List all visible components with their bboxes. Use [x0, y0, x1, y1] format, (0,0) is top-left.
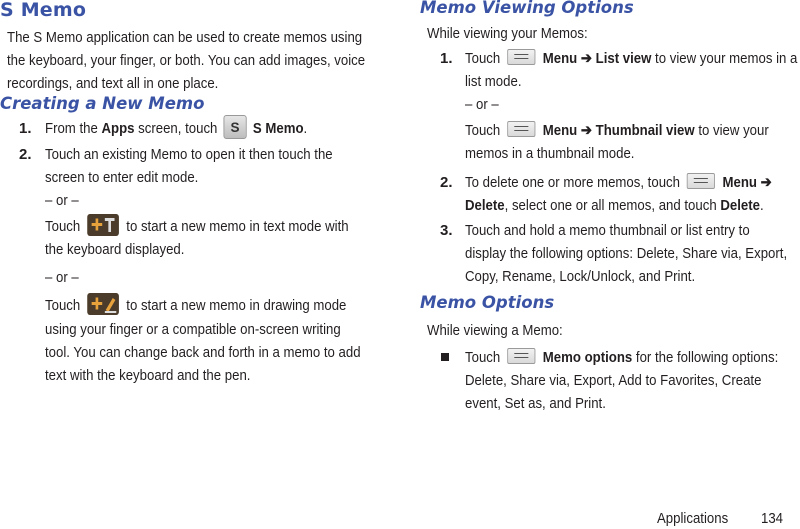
list-view-line: Touch Menu ➔ List view to view your memos in a: [465, 50, 798, 67]
intro-line: recordings, and text all in one place.: [7, 75, 219, 92]
footer-section: Applications: [657, 510, 729, 527]
hold-line: Copy, Rename, Lock/Unlock, and Print.: [465, 268, 696, 285]
drawing-mode-line: Touch to start a new memo in drawing mode: [45, 294, 346, 317]
step-number: 1.: [19, 120, 32, 137]
menu-icon: [507, 49, 535, 65]
memo-options-line: Touch Memo options for the following options:: [465, 349, 779, 366]
list-view-line: list mode.: [465, 73, 522, 90]
or-separator: – or –: [45, 269, 79, 286]
step-number: 2.: [19, 146, 32, 163]
or-separator: – or –: [465, 96, 499, 113]
text-mode-line: Touch to start a new memo in text mode with: [45, 215, 349, 238]
text-mode-icon: [87, 214, 119, 236]
hold-line: Touch and hold a memo thumbnail or list entry to: [465, 222, 750, 239]
viewing-intro: While viewing your Memos:: [427, 25, 588, 42]
step-number: 1.: [440, 50, 453, 67]
thumbnail-view-line: Touch Menu ➔ Thumbnail view to view your: [465, 122, 769, 139]
step-number: 3.: [440, 222, 453, 239]
step-number: 2.: [440, 174, 453, 191]
intro-line: The S Memo application can be used to create memos using: [7, 29, 363, 46]
intro-line: the keyboard, your finger, or both. You can add images, voice: [7, 52, 366, 69]
menu-icon: [687, 173, 715, 189]
thumbnail-view-line: memos in a thumbnail mode.: [465, 145, 635, 162]
drawing-mode-line: text with the keyboard and the pen.: [45, 367, 251, 384]
page-number: 134: [761, 510, 784, 527]
or-separator: – or –: [45, 192, 79, 209]
memo-options-line: event, Set as, and Print.: [465, 395, 606, 412]
step-2-line: Touch an existing Memo to open it then touch the: [45, 146, 333, 163]
drawing-mode-line: using your finger or a compatible on-screen writing: [45, 321, 341, 338]
step-2-line: screen to enter edit mode.: [45, 169, 199, 186]
section-heading-viewing: Memo Viewing Options: [420, 0, 634, 17]
options-intro: While viewing a Memo:: [427, 322, 563, 339]
section-heading-options: Memo Options: [420, 293, 555, 312]
step-1-text: From the Apps screen, touch S S Memo.: [45, 117, 307, 141]
menu-icon: [507, 348, 535, 364]
delete-line: To delete one or more memos, touch Menu ➔: [465, 174, 772, 191]
s-memo-icon: S: [224, 115, 247, 139]
drawing-mode-icon: [87, 293, 119, 315]
memo-options-line: Delete, Share via, Export, Add to Favorites, Create: [465, 372, 762, 389]
section-heading-create: Creating a New Memo: [0, 94, 205, 113]
menu-icon: [507, 121, 535, 137]
hold-line: display the following options: Delete, Share via, Export,: [465, 245, 788, 262]
page-title: S Memo: [0, 0, 87, 21]
text-mode-line: the keyboard displayed.: [45, 241, 185, 258]
drawing-mode-line: tool. You can change back and forth in a memo to add: [45, 344, 361, 361]
delete-line: Delete, select one or all memos, and touch Delete.: [465, 197, 764, 214]
bullet: [441, 353, 449, 361]
